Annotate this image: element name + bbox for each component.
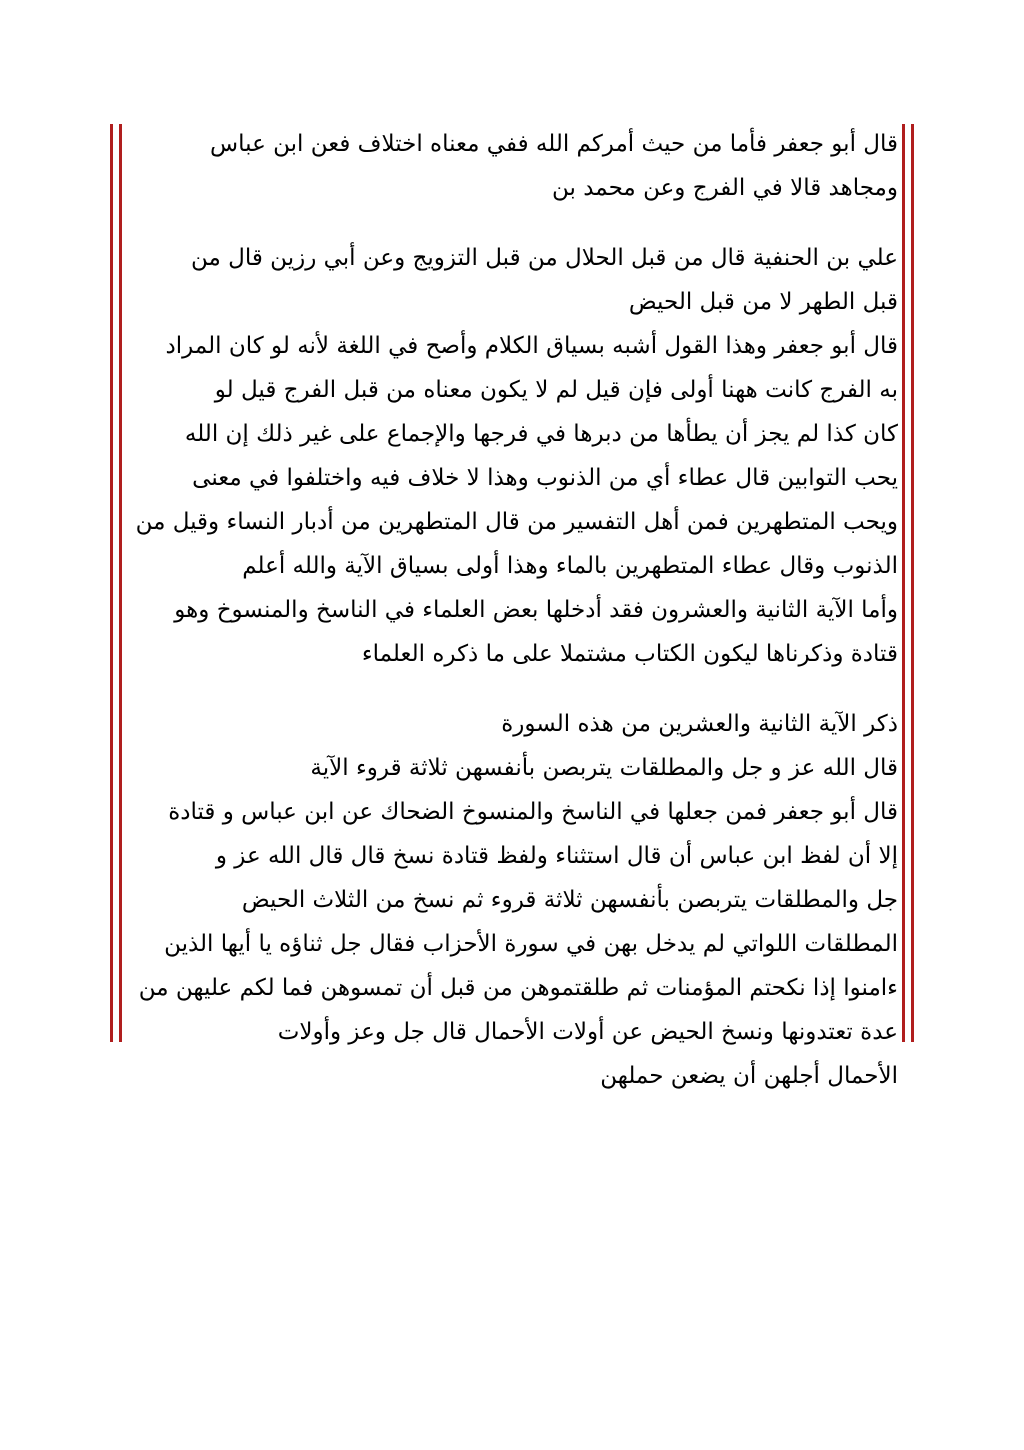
text-line: جل والمطلقات يتربصن بأنفسهن ثلاثة قروء ثم نسخ من الثلاث الحيض [241,887,898,913]
text-line: يحب التوابين قال عطاء أي من الذنوب وهذا لا خلاف فيه واختلفوا في معنى [192,465,898,491]
border-line [110,124,113,1042]
text-line: قال أبو جعفر وهذا القول أشبه بسياق الكلام وأصح في اللغة لأنه لو كان المراد [165,333,898,359]
text-line: الذنوب وقال عطاء المتطهرين بالماء وهذا أولى بسياق الآية والله أعلم [242,553,898,579]
paragraph-2 [128,236,898,324]
body-text [128,122,898,1098]
section-heading [128,702,898,746]
text-line: ءامنوا إذا نكحتم المؤمنات ثم طلقتموهن من قبل أن تمسوهن فما لكم عليهن من [138,975,898,1001]
text-line: قال أبو جعفر فأما من حيث أمركم الله ففي معناه اختلاف فعن ابن عباس [210,131,898,157]
text-line: عدة تعتدونها ونسخ الحيض عن أولات الأحمال قال جل وعز وأولات [277,1019,898,1045]
text-line: قال أبو جعفر فمن جعلها في الناسخ والمنسوخ الضحاك عن ابن عباس و قتادة [168,799,898,825]
text-line: علي بن الحنفية قال من قبل الحلال من قبل التزويج وعن أبي رزين قال من [191,245,898,271]
text-line: كان كذا لم يجز أن يطأها من دبرها في فرجها والإجماع على غير ذلك إن الله [184,421,898,447]
text-line: ذكر الآية الثانية والعشرين من هذه السورة [501,711,898,737]
text-line: قال الله عز و جل والمطلقات يتربصن بأنفسهن ثلاثة قروء الآية [310,755,898,781]
border-line [911,124,914,1042]
text-line: إلا أن لفظ ابن عباس أن قال استثناء ولفظ قتادة نسخ قال قال الله عز و [215,843,898,869]
left-double-border [110,124,122,1042]
text-line: الأحمال أجلهن أن يضعن حملهن [600,1063,898,1089]
paragraph-1 [128,122,898,210]
paragraph-3 [128,324,898,588]
right-double-border [902,124,914,1042]
text-line: به الفرج كانت ههنا أولى فإن قيل لم لا يكون معناه من قبل الفرج قيل لو [214,377,898,403]
text-line: وأما الآية الثانية والعشرون فقد أدخلها بعض العلماء في الناسخ والمنسوخ وهو [174,597,898,623]
paragraph-5 [128,790,898,1098]
text-line: ومجاهد قالا في الفرج وعن محمد بن [552,175,898,201]
border-line [119,124,122,1042]
text-line: قتادة وذكرناها ليكون الكتاب مشتملا على ما ذكره العلماء [361,641,898,667]
border-line [902,124,905,1042]
text-line: المطلقات اللواتي لم يدخل بهن في سورة الأحزاب فقال جل ثناؤه يا أيها الذين [164,931,898,957]
text-line: قبل الطهر لا من قبل الحيض [628,289,898,315]
paragraph-4 [128,588,898,676]
paragraph-quote [128,746,898,790]
text-line: ويحب المتطهرين فمن أهل التفسير من قال المتطهرين من أدبار النساء وقيل من [135,509,898,535]
